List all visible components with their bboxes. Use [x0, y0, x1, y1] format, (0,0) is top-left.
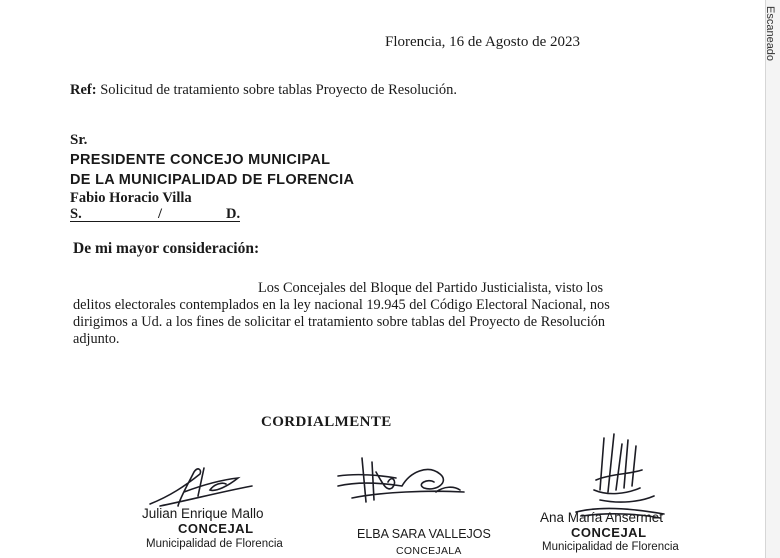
signature-1-role: CONCEJAL [178, 521, 254, 536]
reference-line [70, 82, 457, 99]
body-line-3: dirigimos a Ud. a los fines de solicitar el tratamiento sobre tablas del Proyecto de Resolución [73, 314, 606, 330]
signature-3-name: Ana María Ansermet [540, 510, 664, 525]
signature-1-org: Municipalidad de Florencia [146, 538, 283, 550]
sd-s: S. [70, 206, 82, 222]
signature-2-name: ELBA SARA VALLEJOS [357, 527, 491, 541]
sd-d: D. [226, 206, 241, 222]
sd-slash: / [158, 206, 163, 222]
signature-3-org: Municipalidad de Florencia [542, 541, 679, 553]
sd-line [70, 206, 240, 222]
addressee-name: Fabio Horacio Villa [70, 190, 192, 206]
reference-label: Ref: [70, 82, 97, 98]
letter-date: Florencia, 16 de Agosto de 2023 [385, 34, 580, 50]
addressee-title-line2: DE LA MUNICIPALIDAD DE FLORENCIA [70, 172, 355, 188]
greeting: De mi mayor consideración: [73, 240, 260, 257]
closing: CORDIALMENTE [261, 414, 392, 430]
salutation: Sr. [70, 132, 88, 148]
scan-label [764, 6, 776, 24]
scan-edge-strip [765, 0, 780, 558]
signature-3-role: CONCEJAL [571, 525, 647, 540]
body-line-1: Los Concejales del Bloque del Partido Justicialista, visto los [258, 280, 604, 296]
body-line-4: adjunto. [73, 331, 120, 347]
signature-2-role: CONCEJALA [396, 545, 462, 557]
signature-1-name: Julian Enrique Mallo [142, 506, 264, 521]
reference-text: Solicitud de tratamiento sobre tablas Proyecto de Resolución. [96, 82, 457, 98]
addressee-title-line1: PRESIDENTE CONCEJO MUNICIPAL [70, 152, 331, 168]
body-line-2: delitos electorales contemplados en la ley nacional 19.945 del Código Electoral Nacional, nos [73, 297, 610, 313]
signature-2-scribble [332, 452, 472, 512]
